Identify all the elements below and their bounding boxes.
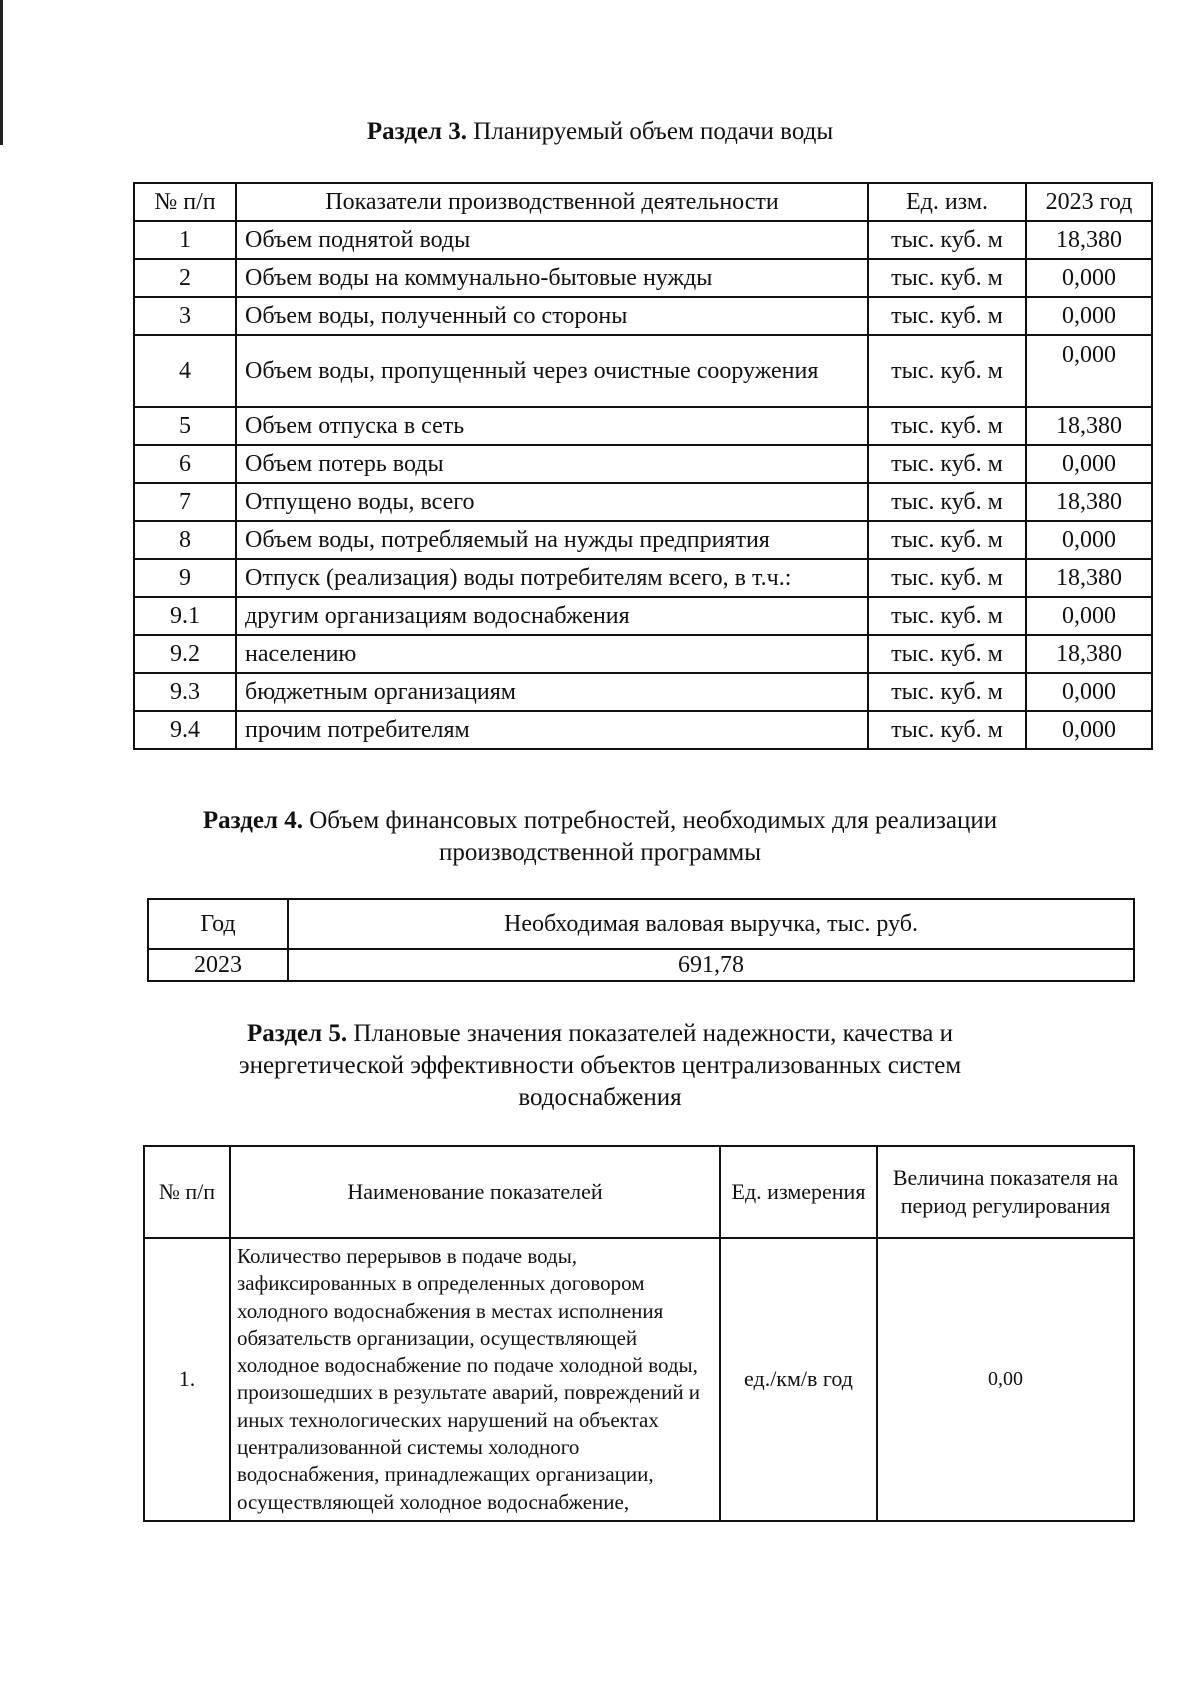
section5-table [143, 1145, 1135, 1522]
table-row [134, 297, 1152, 335]
table-row [144, 1238, 1134, 1521]
header-revenue: Необходимая валовая выручка, тыс. руб. [288, 899, 1134, 949]
table-row [134, 407, 1152, 445]
table-row [134, 521, 1152, 559]
row-num: 7 [134, 483, 236, 521]
row-num: 8 [134, 521, 236, 559]
row-num: 1 [134, 221, 236, 259]
row-value: 0,000 [1026, 521, 1152, 559]
row-unit: тыс. куб. м [868, 335, 1026, 407]
row-name: прочим потребителям [236, 711, 868, 749]
row-name: Количество перерывов в подаче воды, зафиксированных в определенных договором холодного водоснабжения в местах исполнения обязательств организации, осуществляющей холодное водоснабжение по подаче холодной воды, произошедших в результате аварий, повреждений и иных технологических нарушений на объектах централизованной системы холодного водоснабжения, принадлежащих организации, осуществляющей холодное водоснабжение, [230, 1238, 720, 1521]
section5-title-line3: водоснабжения [518, 1084, 682, 1111]
row-unit: тыс. куб. м [868, 259, 1026, 297]
section5-title-line2: энергетической эффективности объектов централизованных систем [238, 1052, 962, 1079]
row-num: 9 [134, 559, 236, 597]
row-num: 5 [134, 407, 236, 445]
row-value: 18,380 [1026, 407, 1152, 445]
header-indicator: Показатели производственной деятельности [236, 183, 868, 221]
row-num: 3 [134, 297, 236, 335]
row-num: 9.2 [134, 635, 236, 673]
row-name: бюджетным организациям [236, 673, 868, 711]
row-value: 0,000 [1026, 297, 1152, 335]
row-num: 9.1 [134, 597, 236, 635]
table-row [134, 711, 1152, 749]
row-value: 0,000 [1026, 259, 1152, 297]
row-name: Объем потерь воды [236, 445, 868, 483]
row-name: Объем отпуска в сеть [236, 407, 868, 445]
row-value: 18,380 [1026, 635, 1152, 673]
header-num: № п/п [144, 1146, 230, 1238]
row-value: 18,380 [1026, 559, 1152, 597]
row-value: 0,000 [1026, 673, 1152, 711]
section4-table [147, 898, 1135, 982]
row-unit: тыс. куб. м [868, 673, 1026, 711]
row-value: 0,000 [1026, 597, 1152, 635]
section3-title-text: Планируемый объем подачи воды [467, 118, 834, 145]
row-value: 0,000 [1026, 445, 1152, 483]
header-unit: Ед. изм. [868, 183, 1026, 221]
section5-title [0, 1018, 1200, 1114]
header-num: № п/п [134, 183, 236, 221]
row-name: Объем воды, полученный со стороны [236, 297, 868, 335]
table-row [134, 335, 1152, 407]
table-row [134, 445, 1152, 483]
section4-title-line1 [0, 805, 1200, 837]
table-row [134, 673, 1152, 711]
table-row [134, 221, 1152, 259]
row-unit: тыс. куб. м [868, 407, 1026, 445]
row-name: другим организациям водоснабжения [236, 597, 868, 635]
table-row [134, 483, 1152, 521]
row-name: Объем поднятой воды [236, 221, 868, 259]
table-row [134, 259, 1152, 297]
row-unit: тыс. куб. м [868, 521, 1026, 559]
row-unit: тыс. куб. м [868, 597, 1026, 635]
header-year: Год [148, 899, 288, 949]
section5-title-bold: Раздел 5. [247, 1020, 348, 1047]
section4-title-bold: Раздел 4. [202, 807, 303, 834]
table-row [134, 597, 1152, 635]
row-name: Объем воды, пропущенный через очистные сооружения [236, 335, 868, 407]
section4-title-text: Объем финансовых потребностей, необходимых для реализации [303, 807, 998, 834]
table-header-row [148, 899, 1134, 949]
table-header-row [144, 1146, 1134, 1238]
row-num: 1. [144, 1238, 230, 1521]
table-header-row [134, 183, 1152, 221]
row-unit: тыс. куб. м [868, 445, 1026, 483]
header-unit: Ед. измерения [720, 1146, 877, 1238]
row-unit: тыс. куб. м [868, 483, 1026, 521]
header-year: 2023 год [1026, 183, 1152, 221]
row-name: Отпуск (реализация) воды потребителям всего, в т.ч.: [236, 559, 868, 597]
row-name: Объем воды на коммунально-бытовые нужды [236, 259, 868, 297]
row-num: 2 [134, 259, 236, 297]
row-num: 4 [134, 335, 236, 407]
row-name: Объем воды, потребляемый на нужды предприятия [236, 521, 868, 559]
table-row [148, 949, 1134, 981]
row-value: 0,00 [877, 1238, 1134, 1521]
row-unit: тыс. куб. м [868, 221, 1026, 259]
row-year: 2023 [148, 949, 288, 981]
header-indicator-name: Наименование показателей [230, 1146, 720, 1238]
row-value: 18,380 [1026, 483, 1152, 521]
row-num: 9.4 [134, 711, 236, 749]
row-unit: тыс. куб. м [868, 559, 1026, 597]
row-unit: тыс. куб. м [868, 635, 1026, 673]
row-name: населению [236, 635, 868, 673]
row-unit: ед./км/в год [720, 1238, 877, 1521]
row-value: 0,000 [1026, 335, 1152, 407]
section5-title-text: Плановые значения показателей надежности, качества и [347, 1020, 953, 1047]
table-row [134, 559, 1152, 597]
row-value: 18,380 [1026, 221, 1152, 259]
row-unit: тыс. куб. м [868, 297, 1026, 335]
row-num: 9.3 [134, 673, 236, 711]
row-name: Отпущено воды, всего [236, 483, 868, 521]
table-row [134, 635, 1152, 673]
row-value: 0,000 [1026, 711, 1152, 749]
row-num: 6 [134, 445, 236, 483]
section4-title-line2: производственной программы [438, 839, 762, 866]
row-unit: тыс. куб. м [868, 711, 1026, 749]
section5-title-line1 [0, 1018, 1200, 1050]
section3-title [0, 116, 1200, 148]
header-value: Величина показателя на период регулирования [877, 1146, 1134, 1238]
section3-title-bold: Раздел 3. [366, 118, 467, 145]
row-revenue: 691,78 [288, 949, 1134, 981]
section4-title [0, 805, 1200, 869]
section3-table [133, 182, 1153, 750]
